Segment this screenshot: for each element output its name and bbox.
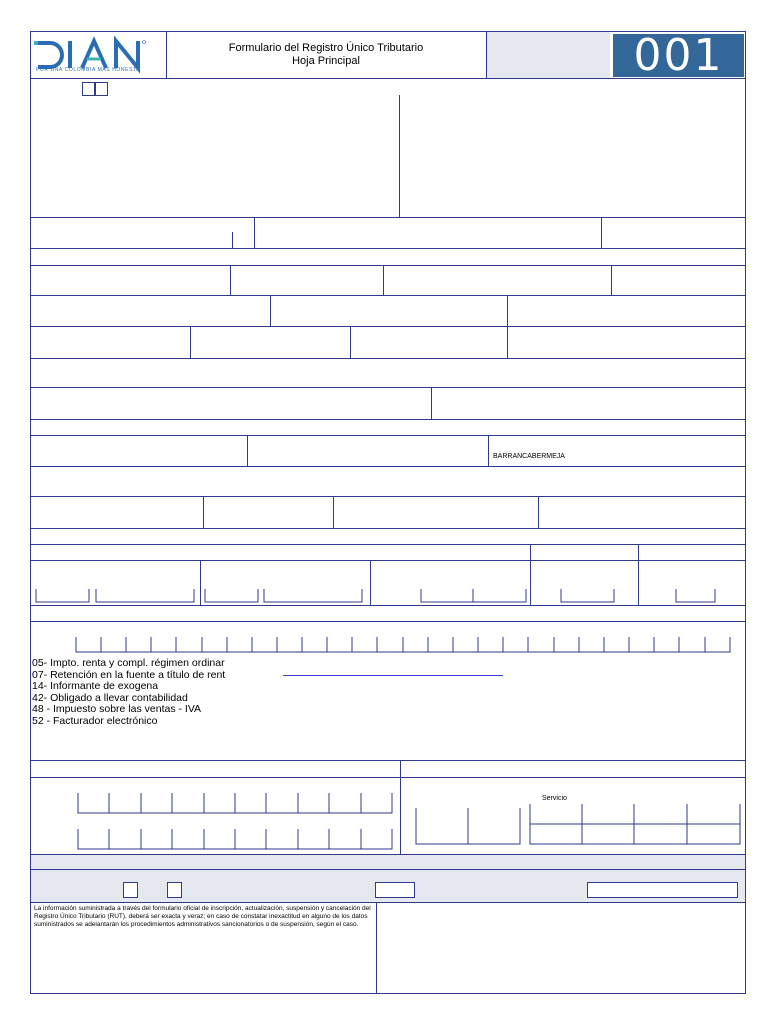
dian-tagline: POR UNA COLOMBIA MÁS HONESTA: [36, 67, 141, 73]
responsibility-underline: [283, 675, 503, 676]
row4-div-b: [350, 326, 351, 358]
row6-div-b: [488, 435, 489, 466]
gray-band-1: [31, 854, 745, 870]
responsibility-item: 05- Impto. renta y compl. régimen ordinar: [32, 657, 225, 669]
row-line-248: [30, 248, 746, 249]
row7-div-c: [538, 496, 539, 528]
responsibility-item: 07- Retención en la fuente a título de rent: [32, 668, 226, 681]
row7-div-a: [203, 496, 204, 528]
row2-div-b: [383, 265, 384, 295]
responsibility-item: 48 - Impuesto sobre las ventas - IVA: [32, 703, 202, 715]
row-line-435: [30, 435, 746, 436]
form-title-line2: Hoja Principal: [292, 55, 360, 67]
row-line-419: [30, 419, 746, 420]
row-line-466: [30, 466, 746, 467]
row3-div-b: [507, 295, 508, 326]
row5-div: [431, 387, 432, 419]
row6-div-a: [247, 435, 248, 466]
row-line-777: [30, 777, 746, 778]
responsibility-item: 52 - Facturador electrónico: [32, 714, 158, 727]
row1-div-b: [601, 217, 602, 248]
responsibility-item: 14- Informante de exogena: [32, 680, 159, 692]
row-line-358: [30, 358, 746, 359]
responsibility-codes-comb: [30, 633, 746, 655]
row-line-760: [30, 760, 746, 761]
signature-checkbox-1[interactable]: [123, 882, 138, 898]
row-line-528: [30, 528, 746, 529]
row-line-496: [30, 496, 746, 497]
form-title: [166, 42, 486, 68]
row4-div-a: [190, 326, 191, 358]
row1-tick: [232, 232, 233, 248]
row-line-326: [30, 326, 746, 327]
signature-field-small[interactable]: [375, 882, 415, 898]
top-checkbox-left[interactable]: [82, 82, 95, 96]
service-label: Servicio: [542, 795, 567, 802]
row-line-387: [30, 387, 746, 388]
top-section-divider: [399, 95, 400, 217]
row-line-621: [30, 621, 746, 622]
legal-disclaimer: La información suministrada a través del formulario oficial de inscripción, actualización, suspensión y cancelación del Registro Único Tributario (RUT), deberá ser exacta y veraz; en caso de constatar inexactitud en alguno de los datos suministrados se adelantarán los procedimientos administrativos sancionatorios o de suspensión, según el caso.: [34, 905, 371, 928]
top-checkbox-right[interactable]: [95, 82, 108, 96]
footer-div: [376, 903, 377, 994]
row3-div-a: [270, 295, 271, 326]
row1-div-a: [254, 217, 255, 248]
row2-div-c: [611, 265, 612, 295]
municipality-value: BARRANCABERMEJA: [493, 453, 565, 460]
form-number-badge: 001: [613, 34, 744, 77]
row4-div-c: [507, 326, 508, 358]
header-gray-cell: [486, 32, 610, 78]
row-line-605: [30, 605, 746, 606]
signature-checkbox-2[interactable]: [167, 882, 182, 898]
row-line-560: [30, 560, 746, 561]
row2-div-a: [230, 265, 231, 295]
row7-div-b: [333, 496, 334, 528]
activity-code-boxes: [30, 790, 400, 854]
service-code-boxes: [400, 800, 746, 854]
responsibilities-list: [32, 658, 292, 727]
row-line-295: [30, 295, 746, 296]
date-digit-boxes: [30, 585, 746, 605]
dian-logo: [32, 33, 164, 77]
form-title-line1: Formulario del Registro Único Tributario: [228, 42, 424, 54]
signature-field-wide[interactable]: [587, 882, 738, 898]
row-line-265: [30, 265, 746, 266]
responsibility-item: 42- Obligado a llevar contabilidad: [32, 691, 188, 704]
row-line-217: [30, 217, 746, 218]
